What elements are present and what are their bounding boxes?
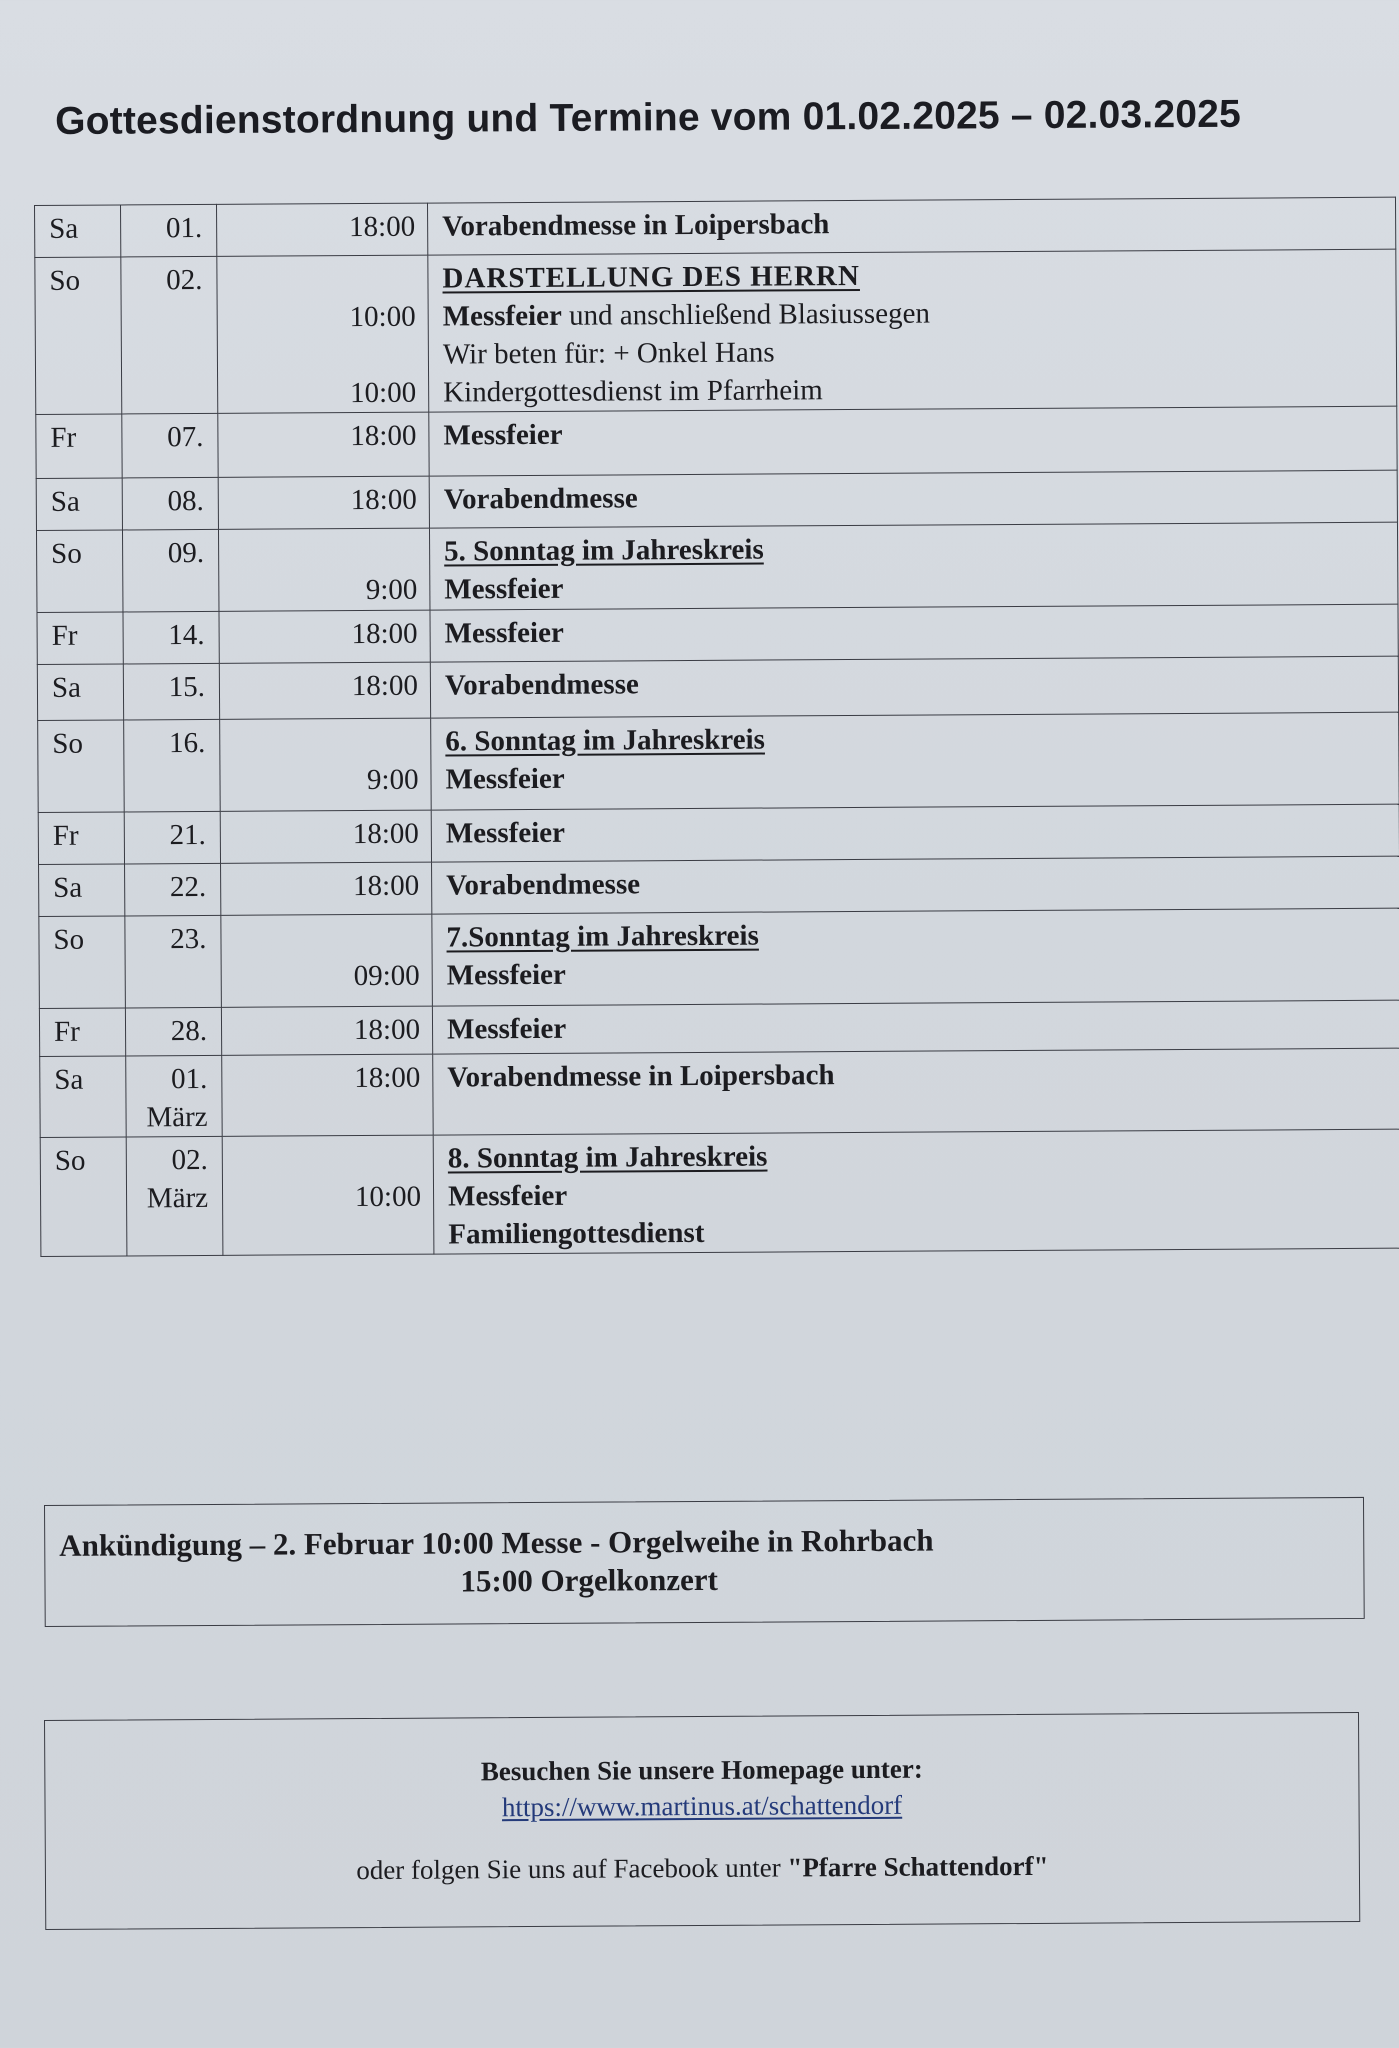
schedule-row: [38, 712, 1399, 812]
weekday-cell: [39, 1008, 125, 1057]
time-cell: [222, 1054, 433, 1136]
time-value: 10:00: [354, 1180, 422, 1214]
date-day: 15.: [168, 670, 206, 704]
date-day: 08.: [167, 484, 204, 518]
date-day: 22.: [169, 870, 207, 904]
time-value: 09:00: [353, 959, 420, 993]
description-line: [445, 609, 1398, 653]
schedule-body: [35, 197, 1399, 1256]
weekday: Fr: [52, 819, 79, 852]
description-text: DARSTELLUNG DES HERRN: [442, 259, 860, 295]
date-month: März: [146, 1181, 209, 1215]
time-cell: [222, 1135, 434, 1255]
weekday: So: [49, 264, 81, 297]
description-line: [446, 809, 1399, 853]
time-value: [219, 533, 417, 572]
date-day: 02.: [166, 263, 203, 297]
time-cell: [219, 662, 430, 719]
date-cell: [126, 1136, 223, 1256]
weekday: So: [54, 1144, 86, 1177]
weekday: Sa: [49, 212, 79, 245]
time-cell: [217, 255, 429, 413]
weekday: So: [52, 727, 84, 760]
date-day: 01.: [165, 211, 203, 245]
description-line: [447, 951, 1399, 995]
weekday: So: [53, 923, 85, 956]
weekday-cell: [39, 864, 125, 917]
description-cell: [427, 197, 1395, 255]
description-text: Messfeier: [445, 762, 565, 796]
description-line: [442, 254, 1395, 298]
time-value: 9:00: [365, 573, 418, 606]
weekday: Sa: [53, 871, 83, 904]
date-cell: [121, 256, 218, 414]
description-cell: [432, 1000, 1399, 1054]
description-cell: [432, 908, 1399, 1006]
weekday-cell: [39, 916, 126, 1009]
schedule-row: [37, 604, 1398, 664]
description-line: [447, 1053, 1399, 1097]
weekday-cell: [36, 530, 122, 613]
description-cell: [428, 249, 1397, 412]
date-day: 23.: [170, 922, 207, 956]
description-text: 6. Sonntag im Jahreskreis: [445, 723, 765, 758]
date-day: 02.: [171, 1143, 208, 1177]
description-text: Kindergottesdienst im Pfarrheim: [443, 374, 823, 409]
weekday-cell: [40, 1137, 127, 1257]
date-cell: [125, 915, 222, 1008]
description-text: Messfeier: [446, 1012, 567, 1046]
description-cell: [429, 470, 1397, 528]
time-value: 18:00: [351, 669, 419, 703]
time-cell: [221, 862, 432, 915]
time-value: [221, 919, 419, 958]
schedule-row: [35, 249, 1397, 414]
description-cell: [433, 1129, 1399, 1254]
time-cell: [220, 810, 431, 863]
time-cell: [216, 203, 427, 256]
schedule-row: [40, 1129, 1399, 1256]
date-cell: [125, 1007, 221, 1056]
announcement-line-2: 15:00 Orgelkonzert: [460, 1561, 718, 1599]
time-value: [223, 1140, 421, 1179]
date-cell: [124, 719, 221, 812]
description-cell: [430, 604, 1398, 662]
facebook-note: [46, 1849, 1359, 1888]
description-text: Vorabendmesse: [446, 868, 641, 902]
date-cell: [121, 204, 217, 257]
time-value: 10:00: [349, 300, 416, 334]
description-text: Vorabendmesse in Loipersbach: [442, 208, 830, 243]
time-cell: [218, 528, 429, 611]
date-day: 09.: [167, 536, 205, 570]
time-value: 18:00: [352, 817, 419, 851]
weekday-cell: [35, 257, 122, 415]
description-text: Messfeier: [446, 958, 566, 992]
announcement-box: [44, 1497, 1365, 1627]
weekday: Sa: [50, 485, 80, 518]
description-part: und anschließend Blasiussegen: [561, 297, 931, 332]
time-value: 18:00: [348, 210, 416, 244]
footer-box: [44, 1712, 1360, 1930]
schedule-table: [34, 197, 1399, 1257]
date-day: 16.: [168, 726, 206, 760]
description-line: [446, 913, 1399, 957]
weekday-cell: [36, 478, 122, 531]
time-value: 10:00: [349, 376, 417, 410]
description-line: [448, 1172, 1399, 1216]
schedule-row: [39, 908, 1399, 1008]
time-value: 18:00: [351, 617, 418, 651]
time-value: 18:00: [350, 419, 417, 453]
time-value: 18:00: [353, 1013, 421, 1047]
description-line: [444, 475, 1397, 519]
description-line: [445, 717, 1398, 761]
weekday-cell: [37, 612, 123, 665]
description-cell: [429, 522, 1397, 610]
date-day: 14.: [168, 618, 205, 652]
description-text: Wir beten für: + Onkel Hans: [442, 336, 775, 371]
time-value: [220, 723, 418, 762]
date-cell: [123, 663, 219, 720]
description-line: [444, 565, 1397, 609]
date-cell: [124, 811, 220, 864]
time-value: [217, 260, 415, 299]
description-line: [442, 202, 1395, 246]
description-line: [443, 411, 1396, 455]
description-text: Messfeier: [444, 616, 564, 650]
time-value: [218, 336, 416, 375]
date-day: 07.: [167, 420, 204, 454]
date-day: 28.: [170, 1014, 208, 1048]
description-line: [445, 755, 1398, 799]
description-line: [446, 861, 1399, 905]
weekday: Fr: [51, 619, 78, 652]
schedule-row: [35, 197, 1396, 257]
description-text: Vorabendmesse: [443, 482, 638, 516]
homepage-link[interactable]: https://www.martinus.at/schattendorf: [501, 1789, 903, 1823]
description-part: Messfeier: [442, 299, 562, 333]
date-cell: [126, 1055, 222, 1137]
weekday: Fr: [50, 421, 77, 454]
description-text: Messfeier: [445, 816, 566, 850]
description-line: [443, 330, 1396, 374]
weekday-cell: [38, 812, 124, 865]
date-day: 21.: [169, 818, 206, 852]
time-cell: [218, 476, 429, 529]
weekday-cell: [36, 414, 122, 479]
description-cell: [432, 856, 1399, 914]
weekday-cell: [40, 1056, 126, 1138]
schedule-row: [39, 856, 1399, 916]
description-cell: [430, 656, 1398, 718]
description-line: [447, 1005, 1399, 1049]
schedule-row: [40, 1048, 1399, 1137]
announcement-line-1: Ankündigung – 2. Februar 10:00 Messe - Orgelweihe in Rohrbach: [59, 1522, 934, 1563]
weekday-cell: [38, 720, 125, 813]
description-line: [445, 661, 1398, 705]
description-text: Messfeier: [447, 1179, 568, 1213]
description-line: [448, 1134, 1399, 1178]
schedule-row: [38, 804, 1399, 864]
schedule-row: [36, 522, 1397, 612]
time-cell: [221, 914, 433, 1007]
date-day: 01.: [170, 1062, 208, 1096]
description-text: 8. Sonntag im Jahreskreis: [447, 1140, 768, 1175]
time-value: 18:00: [354, 1061, 421, 1095]
time-value: 18:00: [353, 869, 420, 903]
schedule-row: [36, 470, 1397, 530]
description-text: 7.Sonntag im Jahreskreis: [446, 919, 759, 954]
page-title: Gottesdienstordnung und Termine vom 01.02.2025 – 02.03.2025: [55, 92, 1242, 143]
description-cell: [431, 804, 1399, 862]
date-cell: [122, 413, 218, 478]
date-cell: [125, 863, 221, 916]
facebook-page-name: "Pfarre Schattendorf": [787, 1850, 1049, 1883]
description-cell: [431, 712, 1399, 810]
time-cell: [218, 412, 429, 477]
description-line: [448, 1210, 1399, 1254]
homepage-label: Besuchen Sie unsere Homepage unter:: [480, 1753, 923, 1787]
facebook-prefix: oder folgen Sie uns auf Facebook unter: [356, 1852, 788, 1886]
date-cell: [122, 477, 218, 530]
description-text: Vorabendmesse in Loipersbach: [447, 1059, 835, 1094]
schedule-row: [36, 406, 1397, 478]
weekday: Sa: [51, 671, 82, 704]
time-value: 9:00: [366, 763, 419, 796]
weekday: Sa: [54, 1063, 84, 1096]
description-text: Vorabendmesse: [444, 668, 639, 702]
description-line: [443, 368, 1396, 412]
description-text: Messfeier: [443, 418, 563, 452]
weekday: Fr: [53, 1015, 80, 1048]
description-line: [444, 527, 1397, 571]
schedule-row: [37, 656, 1398, 720]
description-line: [443, 292, 1396, 336]
date-cell: [122, 529, 218, 612]
weekday: So: [51, 537, 82, 570]
description-text: Messfeier: [444, 572, 564, 606]
description-cell: [429, 406, 1397, 476]
description-text: 5. Sonntag im Jahreskreis: [444, 533, 764, 568]
weekday-cell: [37, 664, 123, 721]
description-text: Familiengottesdienst: [448, 1216, 705, 1251]
time-cell: [221, 1006, 432, 1055]
time-value: 18:00: [350, 483, 417, 517]
time-cell: [220, 718, 432, 811]
description-cell: [433, 1048, 1399, 1135]
schedule-row: [39, 1000, 1399, 1056]
date-cell: [123, 611, 219, 664]
date-month: März: [146, 1100, 208, 1134]
weekday-cell: [35, 205, 121, 258]
time-cell: [219, 610, 430, 663]
